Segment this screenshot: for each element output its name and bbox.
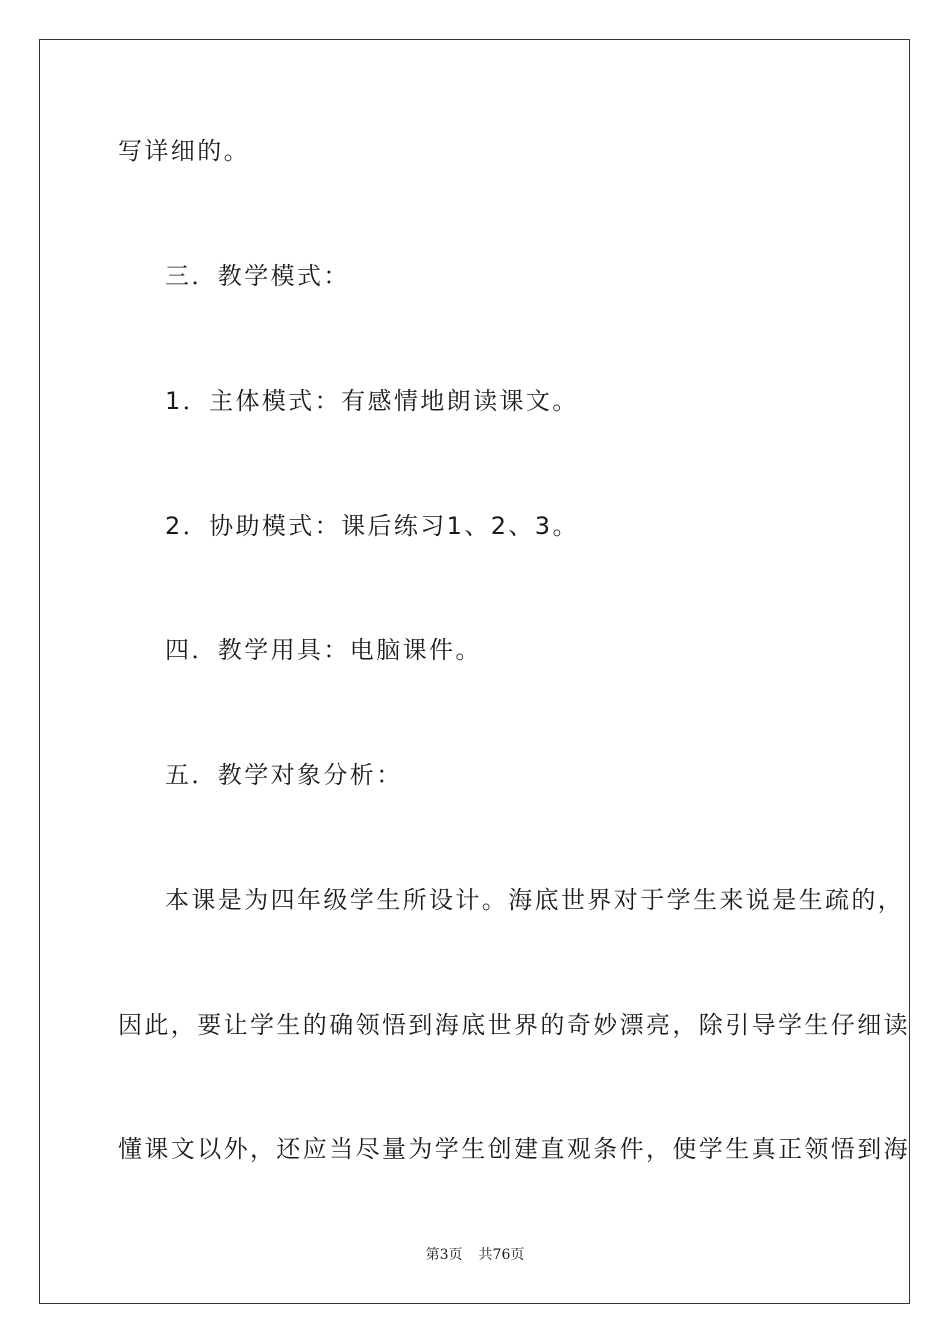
paragraph-line: 写详细的。 <box>118 137 250 165</box>
paragraph-line: 因此，要让学生的确领悟到海底世界的奇妙漂亮，除引导学生仔细读 <box>118 1011 910 1039</box>
list-item-assist-mode: 2．协助模式：课后练习1、2、3。 <box>165 512 579 540</box>
paragraph-line: 懂课文以外，还应当尽量为学生创建直观条件，使学生真正领悟到海 <box>118 1135 910 1163</box>
section-heading-teaching-tools: 四．教学用具：电脑课件。 <box>165 636 482 664</box>
section-heading-student-analysis: 五．教学对象分析： <box>165 761 403 789</box>
section-heading-teaching-mode: 三．教学模式： <box>165 262 350 290</box>
page-border <box>39 39 910 1304</box>
page-number-current: 第3页 <box>425 1247 463 1263</box>
page-number-total: 共76页 <box>478 1247 525 1263</box>
paragraph-line: 本课是为四年级学生所设计。海底世界对于学生来说是生疏的， <box>165 886 905 914</box>
list-item-main-mode: 1．主体模式：有感情地朗读课文。 <box>165 387 579 415</box>
page-footer <box>0 1246 950 1264</box>
